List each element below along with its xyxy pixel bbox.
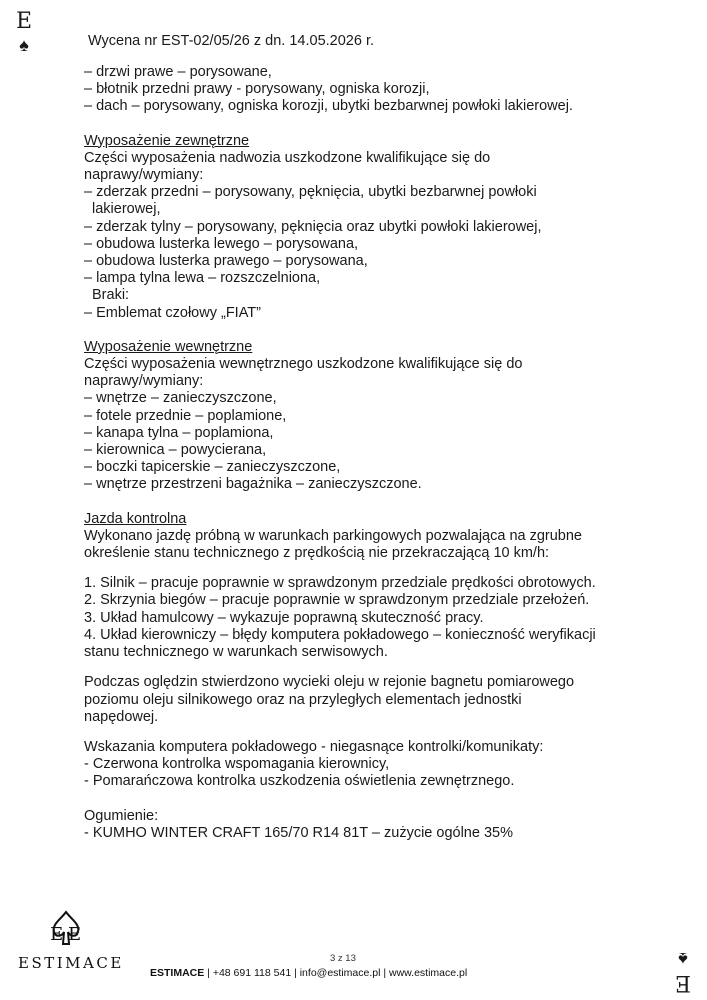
text-line: Wskazania komputera pokładowego - niegasnące kontrolki/komunikaty: (84, 738, 544, 755)
text-line: napędowej. (84, 708, 159, 725)
corner-mark-top (12, 10, 36, 54)
list-item: – lampa tylna lewa – rozszczelniona, (84, 270, 321, 287)
section-heading-test-drive: Jazda kontrolna (84, 510, 187, 527)
footer-contact (150, 967, 467, 979)
section-heading-tyres: Ogumienie: (84, 807, 159, 824)
text-line: Wykonano jazdę próbną w warunkach parkingowych pozwalająca na zgrubne (84, 527, 582, 544)
text-line: poziomu oleju silnikowego oraz na przyległych elementach jednostki (84, 691, 522, 708)
list-item: 4. Układ kierowniczy – błędy komputera pokładowego – konieczność weryfikacji (84, 626, 596, 643)
list-item: – zderzak tylny – porysowany, pęknięcia oraz ubytki powłoki lakierowej, (84, 218, 542, 235)
list-item: – obudowa lusterka lewego – porysowana, (84, 235, 359, 252)
logo-wordmark: ESTIMACE (18, 954, 124, 972)
text-line: naprawy/wymiany: (84, 373, 204, 390)
text-line: – błotnik przedni prawy - porysowany, ogniska korozji, (84, 81, 430, 98)
list-item: Braki: (92, 287, 130, 304)
footer-company: ESTIMACE (150, 967, 205, 979)
corner-mark-bottom (671, 950, 695, 994)
list-item: stanu technicznego w warunkach serwisowych. (84, 644, 388, 661)
svg-text:E: E (50, 924, 64, 945)
list-item: 2. Skrzynia biegów – pracuje poprawnie w sprawdzonym przedziale przełożeń. (84, 592, 590, 609)
list-item: 1. Silnik – pracuje poprawnie w sprawdzonym przedziale prędkości obrotowych. (84, 575, 596, 592)
list-item: – fotele przednie – poplamione, (84, 407, 287, 424)
list-item: 3. Układ hamulcowy – wykazuje poprawną skuteczność pracy. (84, 609, 484, 626)
text-line: – drzwi prawe – porysowane, (84, 64, 272, 80)
list-item: lakierowej, (92, 201, 161, 218)
svg-text:E: E (68, 924, 82, 945)
spade-icon: ♠ (19, 35, 29, 55)
corner-letter: E (674, 970, 692, 995)
list-item: – obudowa lusterka prawego – porysowana, (84, 253, 368, 270)
list-item: – boczki tapicerskie – zanieczyszczone, (84, 459, 341, 476)
list-item: – wnętrze przestrzeni bagażnika – zanieczyszczone. (84, 476, 422, 493)
document-header: Wycena nr EST-02/05/26 z dn. 14.05.2026 r. (88, 33, 375, 49)
section-heading-exterior: Wyposażenie zewnętrzne (84, 132, 250, 149)
list-item: - Czerwona kontrolka wspomagania kierownicy, (84, 756, 390, 773)
page-number: 3 z 13 (330, 953, 356, 964)
list-item: – zderzak przedni – porysowany, pęknięcia, ubytki bezbarwnej powłoki (84, 184, 537, 201)
list-item: – kierownica – powycierana, (84, 442, 267, 459)
text-line: Podczas oględzin stwierdzono wycieki oleju w rejonie bagnetu pomiarowego (84, 674, 575, 691)
text-line: Części wyposażenia nadwozia uszkodzone kwalifikujące się do (84, 149, 491, 166)
text-line: naprawy/wymiany: (84, 167, 204, 184)
list-item: - Pomarańczowa kontrolka uszkodzenia oświetlenia zewnętrznego. (84, 773, 515, 790)
text-line: Części wyposażenia wewnętrznego uszkodzone kwalifikujące się do (84, 356, 523, 373)
document-body (84, 64, 644, 842)
list-item: - KUMHO WINTER CRAFT 165/70 R14 81T – zużycie ogólne 35% (84, 824, 513, 841)
list-item: – Emblemat czołowy „FIAT” (84, 304, 261, 321)
corner-letter: E (15, 9, 33, 34)
company-logo (18, 910, 124, 972)
spade-icon: ♠ (678, 949, 688, 969)
section-heading-interior: Wyposażenie wewnętrzne (84, 338, 253, 355)
footer-contact-details: | +48 691 118 541 | info@estimace.pl | www.estimace.pl (204, 967, 468, 979)
logo-monogram-icon (46, 910, 86, 950)
list-item: – kanapa tylna – poplamiona, (84, 424, 274, 441)
text-line: – dach – porysowany, ogniska korozji, ubytki bezbarwnej powłoki lakierowej. (84, 98, 573, 115)
text-line: określenie stanu technicznego z prędkością nie przekraczającą 10 km/h: (84, 545, 550, 562)
list-item: – wnętrze – zanieczyszczone, (84, 390, 277, 407)
